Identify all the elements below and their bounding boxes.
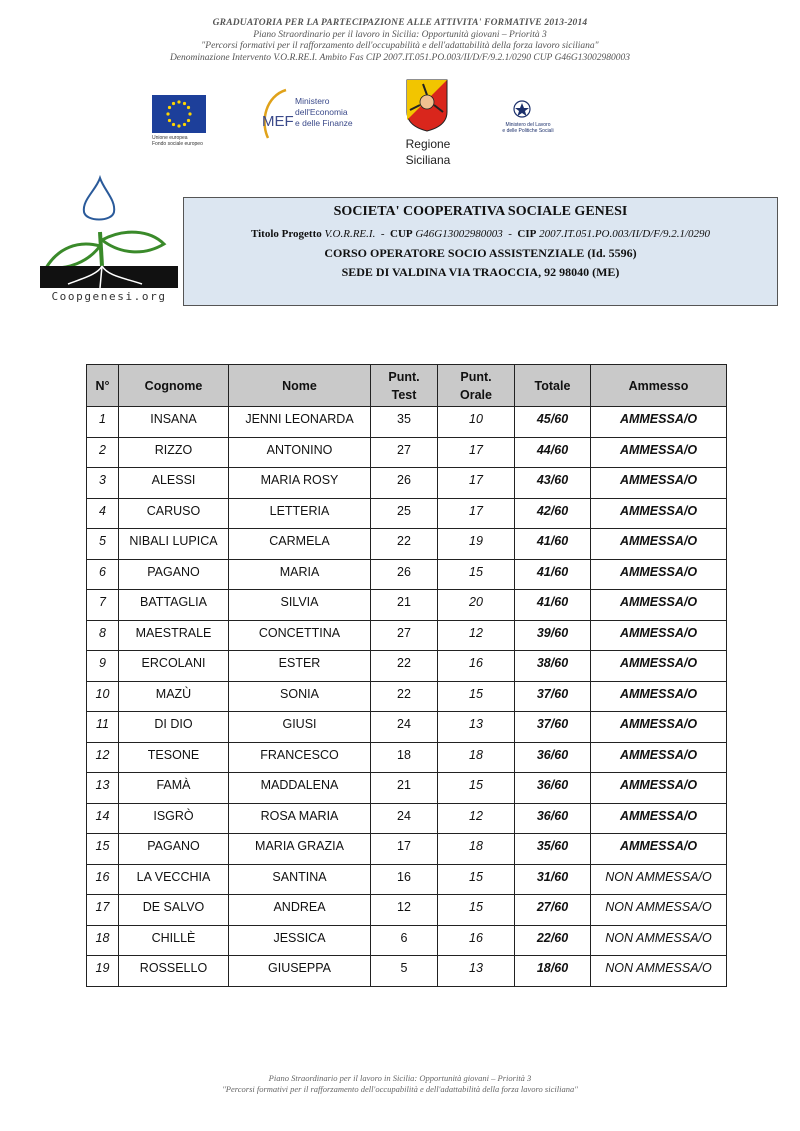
italian-emblem-icon — [512, 98, 532, 122]
cell-num: 15 — [87, 834, 119, 865]
cell-orale: 19 — [438, 529, 515, 560]
document-footer — [0, 1073, 800, 1095]
cell-cognome: PAGANO — [119, 834, 229, 865]
cell-cognome: RIZZO — [119, 437, 229, 468]
cell-orale: 16 — [438, 925, 515, 956]
cell-totale: 41/60 — [515, 559, 591, 590]
cell-ammesso: AMMESSA/O — [591, 803, 727, 834]
cell-orale: 18 — [438, 742, 515, 773]
genesi-caption: Coopgenesi.org — [51, 290, 167, 303]
cell-nome: MARIA ROSY — [229, 468, 371, 499]
cell-cognome: PAGANO — [119, 559, 229, 590]
genesi-logo-icon — [38, 174, 180, 304]
cell-test: 22 — [371, 529, 438, 560]
cell-totale: 27/60 — [515, 895, 591, 926]
cell-ammesso: AMMESSA/O — [591, 742, 727, 773]
cell-orale: 10 — [438, 407, 515, 438]
cell-nome: FRANCESCO — [229, 742, 371, 773]
cell-totale: 36/60 — [515, 742, 591, 773]
cell-cognome: NIBALI LUPICA — [119, 529, 229, 560]
cell-ammesso: AMMESSA/O — [591, 590, 727, 621]
header-num: N° — [87, 365, 119, 407]
cell-ammesso: AMMESSA/O — [591, 468, 727, 499]
table-row — [87, 468, 727, 499]
cell-totale: 35/60 — [515, 834, 591, 865]
table-row — [87, 407, 727, 438]
cell-test: 18 — [371, 742, 438, 773]
table-row — [87, 834, 727, 865]
lavoro-name: Ministero del Lavoro e delle Politiche Sociali — [502, 122, 554, 134]
cell-orale: 17 — [438, 498, 515, 529]
cell-totale: 37/60 — [515, 712, 591, 743]
cell-num: 7 — [87, 590, 119, 621]
cell-orale: 20 — [438, 590, 515, 621]
cell-nome: SANTINA — [229, 864, 371, 895]
cell-totale: 22/60 — [515, 925, 591, 956]
cell-ammesso: NON AMMESSA/O — [591, 925, 727, 956]
cell-ammesso: AMMESSA/O — [591, 407, 727, 438]
table-header-row — [87, 365, 727, 407]
table-row — [87, 712, 727, 743]
table-row — [87, 651, 727, 682]
cell-orale: 15 — [438, 559, 515, 590]
header-test: Punt. Test — [371, 365, 438, 407]
cell-cognome: ERCOLANI — [119, 651, 229, 682]
footer-paths: "Percorsi formativi per il rafforzamento dell'occupabilità e dell'adattabilità della forza lavoro siciliana" — [222, 1084, 578, 1094]
cell-ammesso: AMMESSA/O — [591, 620, 727, 651]
table-row — [87, 742, 727, 773]
cell-orale: 15 — [438, 773, 515, 804]
cell-num: 5 — [87, 529, 119, 560]
cell-cognome: LA VECCHIA — [119, 864, 229, 895]
cell-test: 26 — [371, 468, 438, 499]
cell-num: 17 — [87, 895, 119, 926]
cell-test: 17 — [371, 834, 438, 865]
cell-ammesso: AMMESSA/O — [591, 651, 727, 682]
cell-cognome: MAESTRALE — [119, 620, 229, 651]
cell-num: 13 — [87, 773, 119, 804]
cell-test: 5 — [371, 956, 438, 987]
cell-test: 35 — [371, 407, 438, 438]
cell-orale: 13 — [438, 712, 515, 743]
cell-totale: 39/60 — [515, 620, 591, 651]
cell-totale: 36/60 — [515, 773, 591, 804]
cell-cognome: ROSSELLO — [119, 956, 229, 987]
cell-ammesso: AMMESSA/O — [591, 834, 727, 865]
cell-nome: JESSICA — [229, 925, 371, 956]
sicilia-name: Regione Siciliana — [405, 137, 451, 167]
cell-orale: 15 — [438, 864, 515, 895]
cell-cognome: MAZÙ — [119, 681, 229, 712]
footer-program: Piano Straordinario per il lavoro in Sicilia: Opportunità giovani – Priorità 3 — [268, 1073, 532, 1083]
header-cognome: Cognome — [119, 365, 229, 407]
cell-orale: 15 — [438, 681, 515, 712]
cell-nome: ANTONINO — [229, 437, 371, 468]
cell-test: 26 — [371, 559, 438, 590]
cell-nome: GIUSI — [229, 712, 371, 743]
header-orale: Punt. Orale — [438, 365, 515, 407]
header-ammesso: Ammesso — [591, 365, 727, 407]
cell-test: 21 — [371, 590, 438, 621]
cell-test: 12 — [371, 895, 438, 926]
cell-test: 27 — [371, 437, 438, 468]
table-row — [87, 559, 727, 590]
cell-orale: 13 — [438, 956, 515, 987]
cell-ammesso: AMMESSA/O — [591, 529, 727, 560]
cell-num: 10 — [87, 681, 119, 712]
cell-num: 6 — [87, 559, 119, 590]
cell-num: 4 — [87, 498, 119, 529]
cell-totale: 31/60 — [515, 864, 591, 895]
cell-num: 11 — [87, 712, 119, 743]
cell-nome: MARIA — [229, 559, 371, 590]
cell-num: 19 — [87, 956, 119, 987]
cell-nome: CARMELA — [229, 529, 371, 560]
cell-orale: 17 — [438, 437, 515, 468]
table-row — [87, 773, 727, 804]
eu-caption: Unione europea Fondo sociale europeo — [152, 135, 203, 147]
header-intervention: Denominazione Intervento V.O.R.RE.I. Ambito Fas CIP 2007.IT.051.PO.003/II/D/F/9.2.1/0290 CUP G46G13002980003 — [169, 52, 631, 63]
cell-num: 16 — [87, 864, 119, 895]
cell-ammesso: NON AMMESSA/O — [591, 895, 727, 926]
cell-orale: 17 — [438, 468, 515, 499]
cell-cognome: ISGRÒ — [119, 803, 229, 834]
project-line: Titolo Progetto V.O.R.RE.I. - CUP G46G13002980003 - CIP 2007.IT.051.PO.003/II/D/F/9.2.1/0290 — [250, 228, 711, 240]
cell-nome: SONIA — [229, 681, 371, 712]
cell-num: 18 — [87, 925, 119, 956]
cell-nome: ROSA MARIA — [229, 803, 371, 834]
cell-cognome: TESONE — [119, 742, 229, 773]
header-nome: Nome — [229, 365, 371, 407]
cell-ammesso: NON AMMESSA/O — [591, 864, 727, 895]
table-row — [87, 803, 727, 834]
cell-totale: 18/60 — [515, 956, 591, 987]
cell-ammesso: AMMESSA/O — [591, 437, 727, 468]
cell-totale: 41/60 — [515, 529, 591, 560]
cell-cognome: ALESSI — [119, 468, 229, 499]
cell-ammesso: AMMESSA/O — [591, 712, 727, 743]
header-title: GRADUATORIA PER LA PARTECIPAZIONE ALLE ATTIVITA' FORMATIVE 2013-2014 — [212, 18, 588, 28]
cell-cognome: DE SALVO — [119, 895, 229, 926]
cell-test: 21 — [371, 773, 438, 804]
cell-orale: 15 — [438, 895, 515, 926]
cell-nome: ANDREA — [229, 895, 371, 926]
table-row — [87, 437, 727, 468]
logos-row — [0, 78, 800, 168]
project-info-box — [183, 197, 778, 306]
cell-num: 2 — [87, 437, 119, 468]
cell-nome: JENNI LEONARDA — [229, 407, 371, 438]
cell-num: 14 — [87, 803, 119, 834]
table-row — [87, 590, 727, 621]
cell-ammesso: AMMESSA/O — [591, 498, 727, 529]
cell-totale: 43/60 — [515, 468, 591, 499]
eu-flag-icon — [152, 95, 206, 133]
cell-cognome: BATTAGLIA — [119, 590, 229, 621]
cell-cognome: CARUSO — [119, 498, 229, 529]
cell-totale: 38/60 — [515, 651, 591, 682]
document-header — [0, 18, 800, 64]
cell-test: 24 — [371, 712, 438, 743]
cell-nome: GIUSEPPA — [229, 956, 371, 987]
cell-cognome: FAMÀ — [119, 773, 229, 804]
header-paths: "Percorsi formativi per il rafforzamento dell'occupabilità e dell'adattabilità della forza lavoro siciliana" — [201, 41, 599, 51]
cell-test: 16 — [371, 864, 438, 895]
cell-num: 9 — [87, 651, 119, 682]
table-row — [87, 864, 727, 895]
header-program: Piano Straordinario per il lavoro in Sicilia: Opportunità giovani – Priorità 3 — [253, 29, 547, 40]
cell-totale: 42/60 — [515, 498, 591, 529]
header-totale: Totale — [515, 365, 591, 407]
cell-totale: 36/60 — [515, 803, 591, 834]
cell-num: 12 — [87, 742, 119, 773]
mef-name: Ministero dell'Economia e delle Finanze — [295, 96, 353, 128]
cell-cognome: CHILLÈ — [119, 925, 229, 956]
table-row — [87, 681, 727, 712]
cell-test: 24 — [371, 803, 438, 834]
cell-test: 6 — [371, 925, 438, 956]
cell-totale: 45/60 — [515, 407, 591, 438]
cell-totale: 37/60 — [515, 681, 591, 712]
cooperative-title: SOCIETA' COOPERATIVA SOCIALE GENESI — [333, 204, 628, 219]
cell-nome: SILVIA — [229, 590, 371, 621]
cell-cognome: INSANA — [119, 407, 229, 438]
cell-test: 25 — [371, 498, 438, 529]
cell-orale: 18 — [438, 834, 515, 865]
cell-nome: CONCETTINA — [229, 620, 371, 651]
table-row — [87, 620, 727, 651]
cell-ammesso: AMMESSA/O — [591, 681, 727, 712]
cell-orale: 12 — [438, 803, 515, 834]
cell-test: 22 — [371, 681, 438, 712]
cell-ammesso: AMMESSA/O — [591, 773, 727, 804]
cell-cognome: DI DIO — [119, 712, 229, 743]
course-location: SEDE DI VALDINA VIA TRAOCCIA, 92 98040 (ME) — [341, 265, 620, 279]
ranking-table-body — [87, 407, 727, 987]
table-row — [87, 498, 727, 529]
cell-nome: MADDALENA — [229, 773, 371, 804]
table-row — [87, 956, 727, 987]
cell-nome: ESTER — [229, 651, 371, 682]
cell-nome: MARIA GRAZIA — [229, 834, 371, 865]
cell-ammesso: AMMESSA/O — [591, 559, 727, 590]
cell-totale: 41/60 — [515, 590, 591, 621]
mef-acronym: MEF — [262, 113, 294, 130]
cell-orale: 16 — [438, 651, 515, 682]
cell-num: 3 — [87, 468, 119, 499]
cell-orale: 12 — [438, 620, 515, 651]
table-row — [87, 895, 727, 926]
course-title: CORSO OPERATORE SOCIO ASSISTENZIALE (Id. 5596) — [324, 246, 637, 260]
table-row — [87, 925, 727, 956]
cell-test: 27 — [371, 620, 438, 651]
cell-num: 1 — [87, 407, 119, 438]
cell-num: 8 — [87, 620, 119, 651]
table-row — [87, 529, 727, 560]
ranking-table — [86, 364, 727, 987]
cell-totale: 44/60 — [515, 437, 591, 468]
cell-ammesso: NON AMMESSA/O — [591, 956, 727, 987]
cell-nome: LETTERIA — [229, 498, 371, 529]
sicilia-shield-icon — [405, 78, 449, 132]
cell-test: 22 — [371, 651, 438, 682]
